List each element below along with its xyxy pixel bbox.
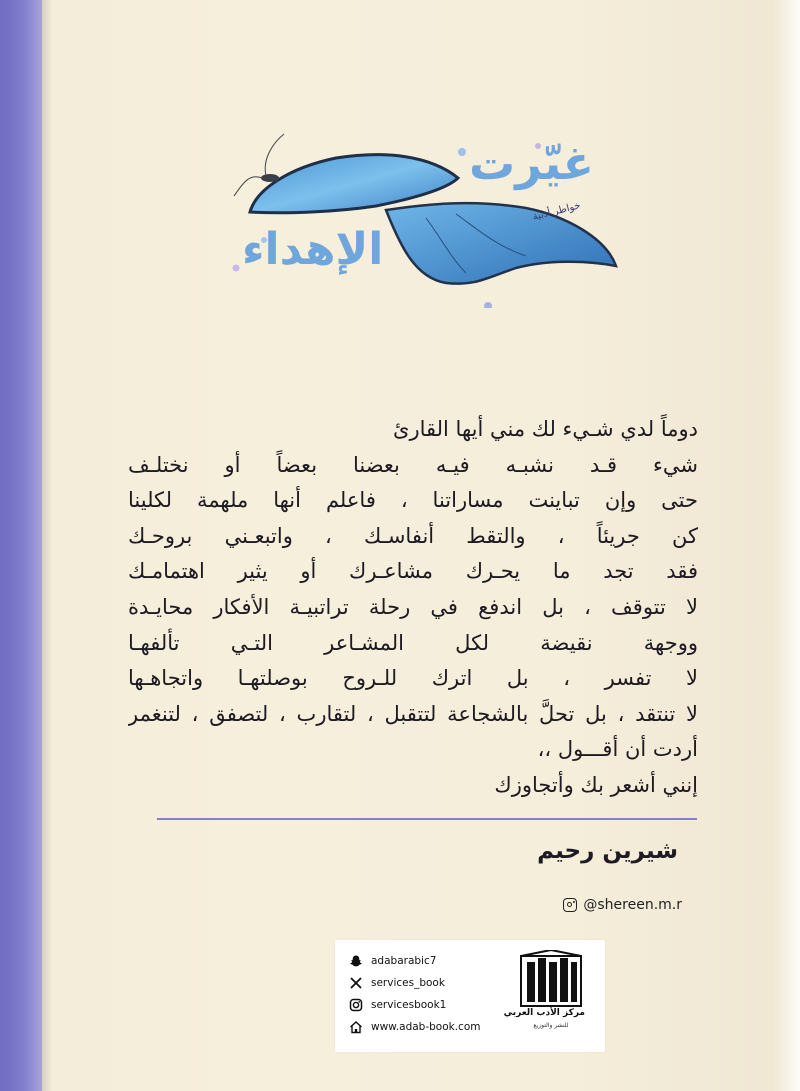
- blurb-line: كن جريئاً ، والتقط أنفاسـك ، واتبعـني بروحـك: [128, 523, 698, 548]
- blurb-line: أردت أن أقـــول ،،: [537, 737, 698, 762]
- contact-snapchat[interactable]: [349, 950, 480, 972]
- instagram-icon: [349, 998, 363, 1012]
- author-name: شيرين رحيم: [537, 838, 678, 864]
- blurb-line: لا تتوقف ، بل اندفع في رحلة تراتبيـة الأفكار محايـدة: [128, 594, 698, 619]
- home-icon: [349, 1020, 363, 1034]
- publisher-contacts: [349, 950, 480, 1038]
- publisher-name: مركز الأدب العربي: [503, 1008, 585, 1018]
- snapchat-icon: [349, 954, 363, 968]
- page-edge: [772, 0, 800, 1091]
- contact-text: adabarabic7: [371, 955, 437, 967]
- contact-text: servicesbook1: [371, 999, 447, 1011]
- cover-logo: [226, 128, 626, 308]
- blurb-line: شيء قـد نشبـه فيـه بعضنا بعضاً أو نختلـف: [128, 452, 698, 477]
- author-handle-text: @shereen.m.r: [583, 897, 682, 913]
- publisher-tagline: للنشر والتوزيع: [533, 1022, 569, 1029]
- blurb-line: دوماً لدي شـيء لك مني أيها القارئ: [393, 417, 698, 441]
- blurb-line: إنني أشعر بك وأتجاوزك: [494, 772, 698, 797]
- book-subtitle: خواطر أدبية: [531, 200, 582, 223]
- contact-instagram[interactable]: [349, 994, 480, 1016]
- x-icon: [349, 976, 363, 990]
- contact-website[interactable]: [349, 1016, 480, 1038]
- book-spine: [0, 0, 42, 1091]
- contact-text: services_book: [371, 977, 445, 989]
- contact-x[interactable]: [349, 972, 480, 994]
- blurb-line: لا تفسر ، بل اترك للـروح بوصلتهـا واتجاهـها: [128, 666, 698, 691]
- spine-shadow: [42, 0, 52, 1091]
- blurb-line: ووجهة نقيضة لكل المشـاعر التـي تألفهـا: [128, 630, 698, 655]
- blurb-line: فقد تجد ما يحـرك مشاعـرك أو يثير اهتمامـك: [128, 559, 698, 584]
- blurb-text: [128, 412, 698, 804]
- author-handle[interactable]: [563, 893, 682, 917]
- instagram-icon: [563, 898, 577, 912]
- book-logo-icon: [517, 950, 585, 1008]
- publisher-logo: [503, 950, 585, 1042]
- blurb-line: لا تنتقد ، بل تحلَّ بالشجاعة لتتقبل ، لتقارب ، لتصفق ، لتنغمر: [128, 701, 698, 726]
- blurb-line: حتى وإن تباينت مساراتنا ، فاعلم أنها ملهمة لكلينا: [128, 488, 698, 513]
- book-title-line1: غيّرت: [469, 136, 595, 190]
- publisher-box: [335, 940, 605, 1052]
- book-title-line2: الإهداء: [242, 224, 384, 275]
- contact-text: www.adab-book.com: [371, 1021, 481, 1033]
- divider: [157, 818, 697, 820]
